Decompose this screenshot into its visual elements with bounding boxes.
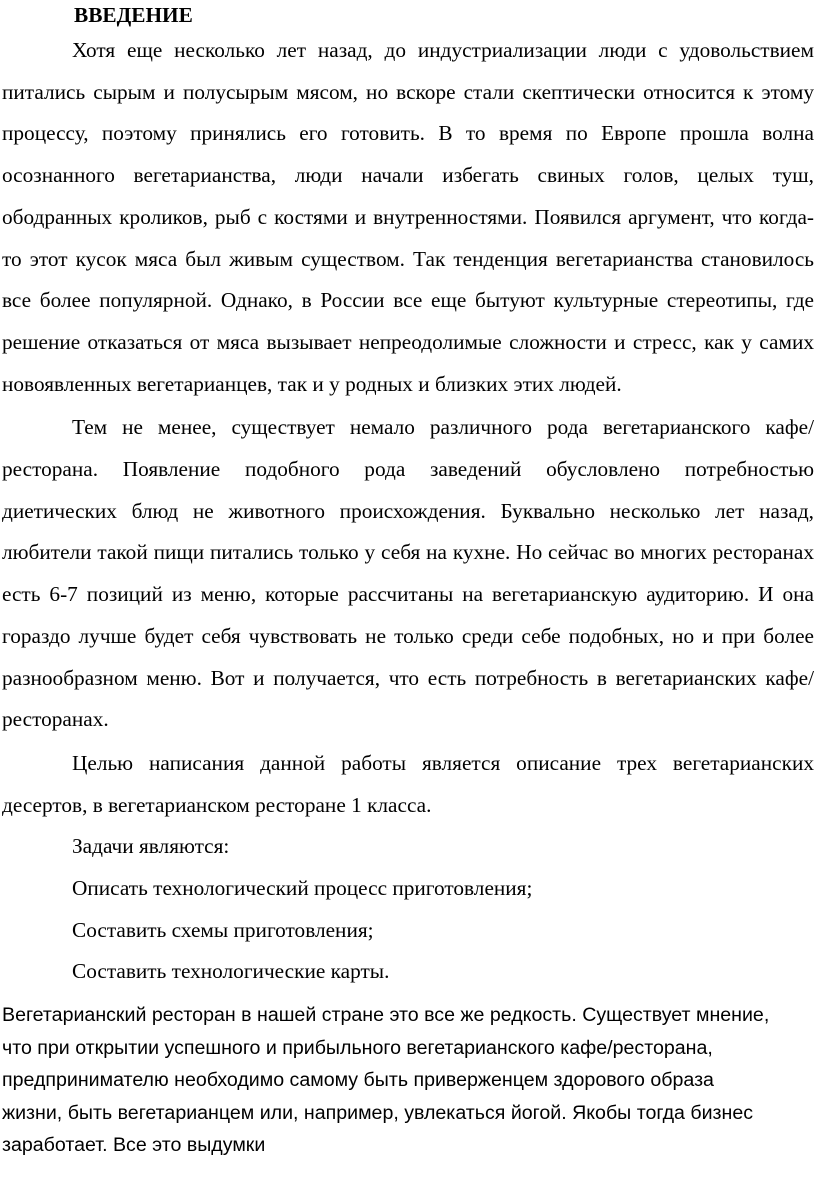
paragraph-intro: Хотя еще несколько лет назад, до индустриализации люди с удовольствием питались сырым и полусырым мясом, но вскоре стали скептически относится к этому процессу, поэтому принялись его готовить. В то время по Европе прошла волна осознанного вегетарианства, люди начали избегать свиных голов, целых туш, ободранных кроликов, рыб с костями и внутренностями. Появился аргумент, что когда-то этот кусок мяса был живым существом. Так тенденция вегетарианства становилось все более популярной. Однако, в России все еще бытуют культурные стереотипы, где решение отказаться от мяса вызывает непреодолимые сложности и стресс, как у самих новоявленных вегетарианцев, так и у родных и близких этих людей. [2,38,814,396]
task-item: Описать технологический процесс приготовления; [72,876,533,901]
closing-paragraph: Вегетарианский ресторан в нашей стране это все же редкость. Существует мнение, что при открытии успешного и прибыльного вегетарианского кафе/ресторана, предпринимателю необходимо самому быть приверженцем здорового образа жизни, быть вегетарианцем или, например, увлекаться йогой. Якобы тогда бизнес заработает. Все это выдумки [2,1004,770,1157]
paragraph-restaurants: Тем не менее, существует немало различного рода вегетарианского кафе/ресторана. Появление подобного рода заведений обусловлено потребностью диетических блюд не животного происхождения. Буквально несколько лет назад, любители такой пищи питались только у себя на кухне. Но сейчас во многих ресторанах есть 6-7 позиций из меню, которые рассчитаны на вегетарианскую аудиторию. И она гораздо лучше будет себя чувствовать не только среди себе подобных, но и при более разнообразном меню. Вот и получается, что есть потребность в вегетарианских кафе/ресторанах. [2,415,814,732]
section-heading: ВВЕДЕНИЕ [74,3,193,27]
body-text [2,30,814,993]
paragraph-goal: Целью написания данной работы является описание трех вегетарианских десертов, в вегетарианском ресторане 1 класса. [2,750,814,817]
task-item: Составить схемы приготовления; [72,917,374,942]
task-item: Составить технологические карты. [72,959,390,984]
tasks-intro: Задачи являются: [72,834,230,859]
